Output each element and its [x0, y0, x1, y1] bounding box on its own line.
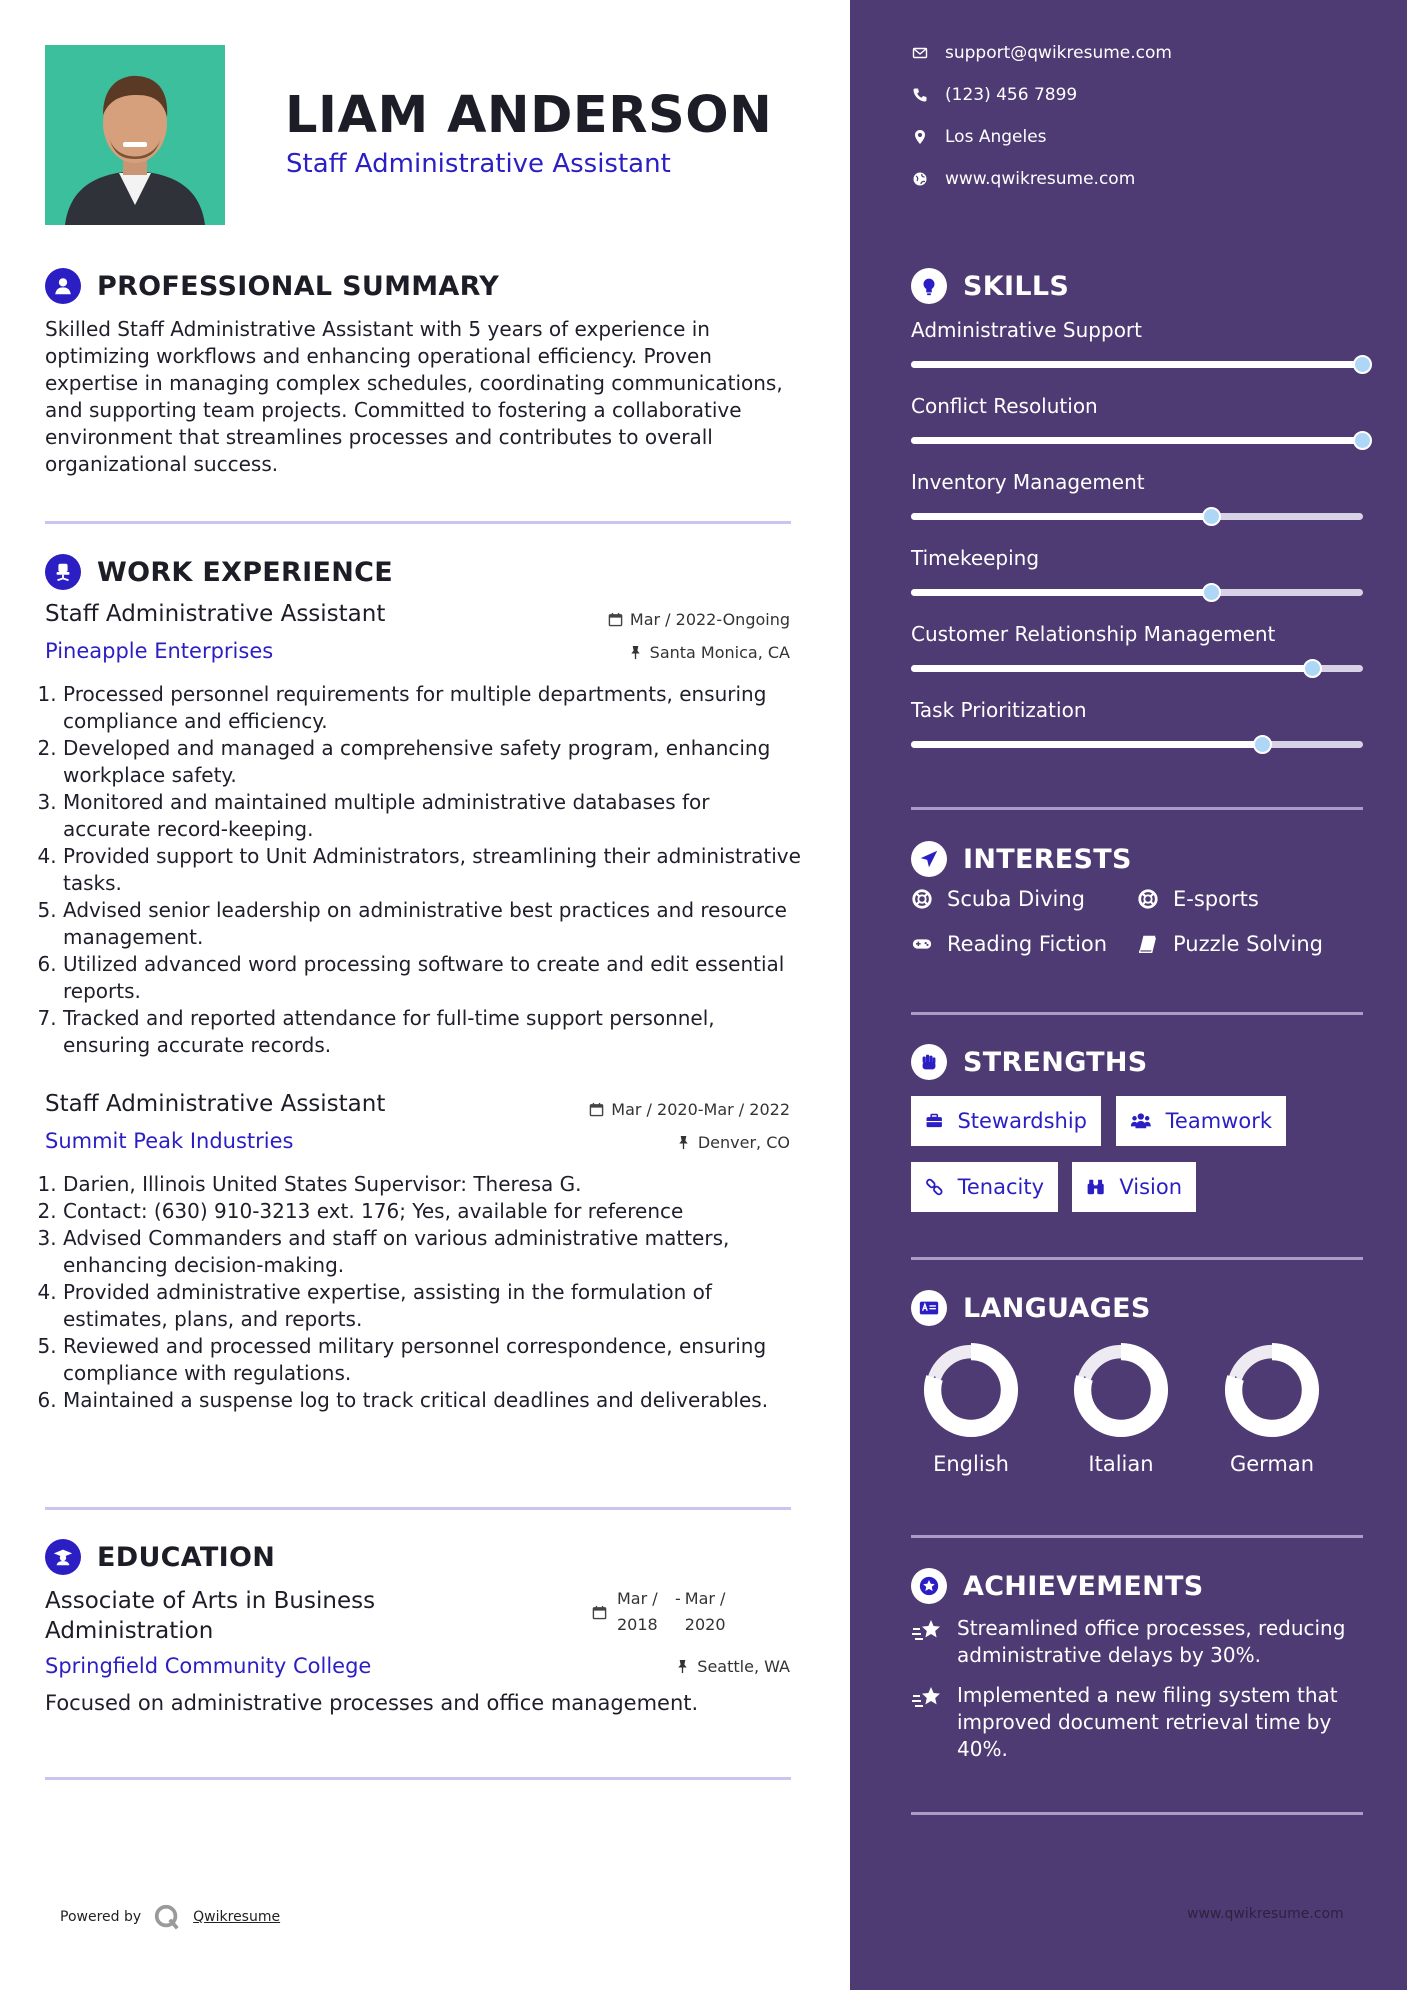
skill-name: Timekeeping [911, 546, 1040, 570]
divider [911, 1535, 1363, 1538]
language-ring [1073, 1342, 1169, 1438]
summary-text: Skilled Staff Administrative Assistant with 5 years of experience in optimizing workflows and enhancing operational efficiency. Proven expertise in managing complex schedules, coordinating communications, and supporting team projects. Committed to fostering a collaborative environment that streamlines processes and contributes to overall organizational success. [45, 317, 783, 476]
skill-bar-fill [911, 741, 1263, 748]
job-location [628, 643, 790, 662]
qwikresume-link[interactable]: Qwikresume [193, 1909, 281, 1925]
map-marker-icon [912, 129, 928, 145]
achievement-text: Streamlined office processes, reducing administrative delays by 30%. [957, 1616, 1346, 1667]
skill-bar-fill [911, 589, 1212, 596]
education-location [675, 1657, 790, 1676]
binoculars-icon [1086, 1176, 1105, 1198]
language-ring [923, 1342, 1019, 1438]
list-item: 1. Darien, Illinois United States Supervisor: Theresa G. [63, 1171, 803, 1198]
skill-bar [911, 741, 1363, 748]
skill-name: Administrative Support [911, 318, 1142, 342]
job-company: Summit Peak Industries [45, 1129, 294, 1153]
list-item: 3. Monitored and maintained multiple administrative databases for accurate record-keeping. [63, 789, 803, 843]
skill-bar [911, 513, 1363, 520]
skill-name: Task Prioritization [911, 698, 1087, 722]
list-item: 2. Contact: (630) 910-3213 ext. 176; Yes, available for reference [63, 1198, 803, 1225]
skill-bar [911, 361, 1363, 368]
list-item: 5. Advised senior leadership on administrative best practices and resource management. [63, 897, 803, 951]
divider [45, 1507, 791, 1510]
education-dates [592, 1586, 739, 1638]
education-header [45, 1539, 275, 1575]
interest-label: Puzzle Solving [1173, 932, 1323, 956]
skills-heading: SKILLS [963, 270, 1070, 302]
strength-badge [911, 1096, 1101, 1146]
list-item: 2. Developed and managed a comprehensive safety program, enhancing workplace safety. [63, 735, 803, 789]
education-location-text: Seattle, WA [697, 1657, 790, 1676]
list-item: 7. Tracked and reported attendance for full-time support personnel, ensuring accurate records. [63, 1005, 803, 1059]
job-location-text: Denver, CO [697, 1133, 790, 1152]
skill-bar [911, 665, 1363, 672]
job-title: Staff Administrative Assistant [45, 601, 386, 627]
job-dates [589, 1100, 790, 1119]
achievements-header [911, 1568, 1204, 1604]
contact-website-text: www.qwikresume.com [945, 169, 1136, 189]
list-item: 5. Reviewed and processed military personnel correspondence, ensuring compliance with regulations. [63, 1333, 803, 1387]
job-bullets [45, 1171, 803, 1414]
interest-label: E-sports [1173, 887, 1259, 911]
education-description: Focused on administrative processes and office management. [45, 1691, 699, 1715]
work-header [45, 554, 393, 590]
briefcase-icon [925, 1110, 943, 1132]
dash: - [675, 1589, 681, 1608]
strengths-header [911, 1044, 1148, 1080]
interest-item [1137, 932, 1323, 956]
divider [911, 1012, 1363, 1015]
interest-label: Reading Fiction [947, 932, 1108, 956]
skill-bar-fill [911, 437, 1363, 444]
calendar-icon [608, 612, 623, 627]
globe-icon [912, 171, 928, 187]
gamepad-icon [911, 933, 933, 955]
strength-badge [1072, 1162, 1196, 1212]
skill-level-knob [1303, 659, 1322, 678]
contact-location-text: Los Angeles [945, 127, 1047, 147]
interest-item [911, 932, 1107, 956]
star-badge-icon [911, 1568, 947, 1604]
qwikresume-logo-icon [153, 1903, 181, 1931]
shooting-star-icon [911, 1684, 943, 1712]
interest-item [1137, 887, 1259, 911]
education-start: Mar / 2018 [617, 1589, 658, 1634]
office-chair-icon [45, 554, 81, 590]
language-name: English [933, 1452, 1009, 1476]
achievements-heading: ACHIEVEMENTS [963, 1570, 1204, 1602]
interests-header [911, 841, 1132, 877]
summary-header [45, 268, 499, 304]
paper-plane-icon [911, 841, 947, 877]
strength-badge [911, 1162, 1058, 1212]
graduate-icon [45, 1539, 81, 1575]
list-item: 4. Provided support to Unit Administrators, streamlining their administrative tasks. [63, 843, 803, 897]
users-icon [1130, 1110, 1152, 1132]
pushpin-icon [676, 1135, 691, 1150]
list-item: 3. Advised Commanders and staff on various administrative matters, enhancing decision-making. [63, 1225, 803, 1279]
job-dates-text: Mar / 2020-Mar / 2022 [611, 1100, 790, 1119]
summary-heading: PROFESSIONAL SUMMARY [97, 270, 500, 302]
strengths-heading: STRENGTHS [963, 1046, 1148, 1078]
footer-url[interactable]: www.qwikresume.com [1187, 1906, 1344, 1922]
divider [45, 1777, 791, 1780]
language-name: German [1229, 1452, 1315, 1476]
profile-photo [45, 45, 225, 225]
skill-bar-fill [911, 665, 1313, 672]
link-icon [925, 1176, 944, 1198]
powered-by-label: Powered by [60, 1909, 142, 1925]
list-item: 1. Processed personnel requirements for multiple departments, ensuring compliance and efficiency. [63, 681, 803, 735]
job-bullets [45, 681, 803, 1059]
contact-phone[interactable] [912, 85, 1077, 105]
skill-bar [911, 437, 1363, 444]
skill-bar-fill [911, 361, 1363, 368]
contact-phone-text: (123) 456 7899 [945, 85, 1078, 105]
pushpin-icon [628, 645, 643, 660]
lightbulb-icon [911, 268, 947, 304]
list-item: 4. Provided administrative expertise, assisting in the formulation of estimates, plans, and reports. [63, 1279, 803, 1333]
pushpin-icon [675, 1659, 690, 1674]
work-heading: WORK EXPERIENCE [97, 556, 393, 588]
avatar [45, 45, 225, 225]
languages-header [911, 1290, 1151, 1326]
shooting-star-icon [911, 1617, 943, 1645]
contact-location [912, 127, 1047, 147]
job-title: Staff Administrative Assistant [45, 1091, 386, 1117]
powered-by [60, 1903, 280, 1931]
interests-heading: INTERESTS [963, 843, 1132, 875]
contact-email-text: support@qwikresume.com [945, 43, 1172, 63]
education-degree: Associate of Arts in Business Administration [45, 1588, 376, 1644]
achievement-item [911, 1615, 1371, 1669]
list-item: 6. Maintained a suspense log to track critical deadlines and deliverables. [63, 1387, 803, 1414]
job-location [676, 1133, 790, 1152]
envelope-icon [912, 45, 928, 61]
life-ring-icon [1137, 888, 1159, 910]
skill-level-knob [1353, 431, 1372, 450]
language-card-icon [911, 1290, 947, 1326]
education-end: Mar / 2020 [684, 1589, 726, 1634]
achievement-item [911, 1682, 1371, 1763]
strength-label: Stewardship [957, 1109, 1087, 1133]
divider [911, 807, 1363, 810]
language-ring [1224, 1342, 1320, 1438]
skill-name: Inventory Management [911, 470, 1145, 494]
skill-bar [911, 589, 1363, 596]
user-icon [45, 268, 81, 304]
divider [45, 521, 791, 524]
language-item [1207, 1342, 1337, 1476]
job-location-text: Santa Monica, CA [649, 643, 790, 662]
contact-email[interactable] [912, 43, 1172, 63]
calendar-icon [589, 1102, 604, 1117]
languages-heading: LANGUAGES [963, 1292, 1151, 1324]
interest-label: Scuba Diving [947, 887, 1085, 911]
candidate-name: LIAM ANDERSON [285, 86, 773, 145]
contact-website[interactable] [912, 169, 1135, 189]
calendar-icon [592, 1605, 607, 1620]
phone-icon [912, 87, 928, 103]
divider [911, 1812, 1363, 1815]
skill-name: Conflict Resolution [911, 394, 1098, 418]
education-heading: EDUCATION [97, 1541, 276, 1573]
list-item: 6. Utilized advanced word processing software to create and edit essential reports. [63, 951, 803, 1005]
job-company: Pineapple Enterprises [45, 639, 274, 663]
strength-label: Vision [1119, 1175, 1182, 1199]
job-dates-text: Mar / 2022-Ongoing [629, 610, 790, 629]
skill-level-knob [1253, 735, 1272, 754]
strength-label: Tenacity [957, 1175, 1044, 1199]
skill-bar-fill [911, 513, 1212, 520]
skill-name: Customer Relationship Management [911, 622, 1276, 646]
interest-item [911, 887, 1085, 911]
skill-level-knob [1202, 507, 1221, 526]
strength-label: Teamwork [1165, 1109, 1272, 1133]
life-ring-icon [911, 888, 933, 910]
language-item [906, 1342, 1036, 1476]
skills-header [911, 268, 1069, 304]
language-item [1056, 1342, 1186, 1476]
achievement-text: Implemented a new filing system that improved document retrieval time by 40%. [957, 1683, 1338, 1761]
job-dates [608, 610, 790, 629]
divider [911, 1257, 1363, 1260]
strength-badge [1116, 1096, 1286, 1146]
candidate-title: Staff Administrative Assistant [286, 149, 671, 179]
book-icon [1137, 933, 1159, 955]
education-school: Springfield Community College [45, 1654, 372, 1678]
language-name: Italian [1088, 1452, 1154, 1476]
fist-icon [911, 1044, 947, 1080]
skill-level-knob [1202, 583, 1221, 602]
skill-level-knob [1353, 355, 1372, 374]
